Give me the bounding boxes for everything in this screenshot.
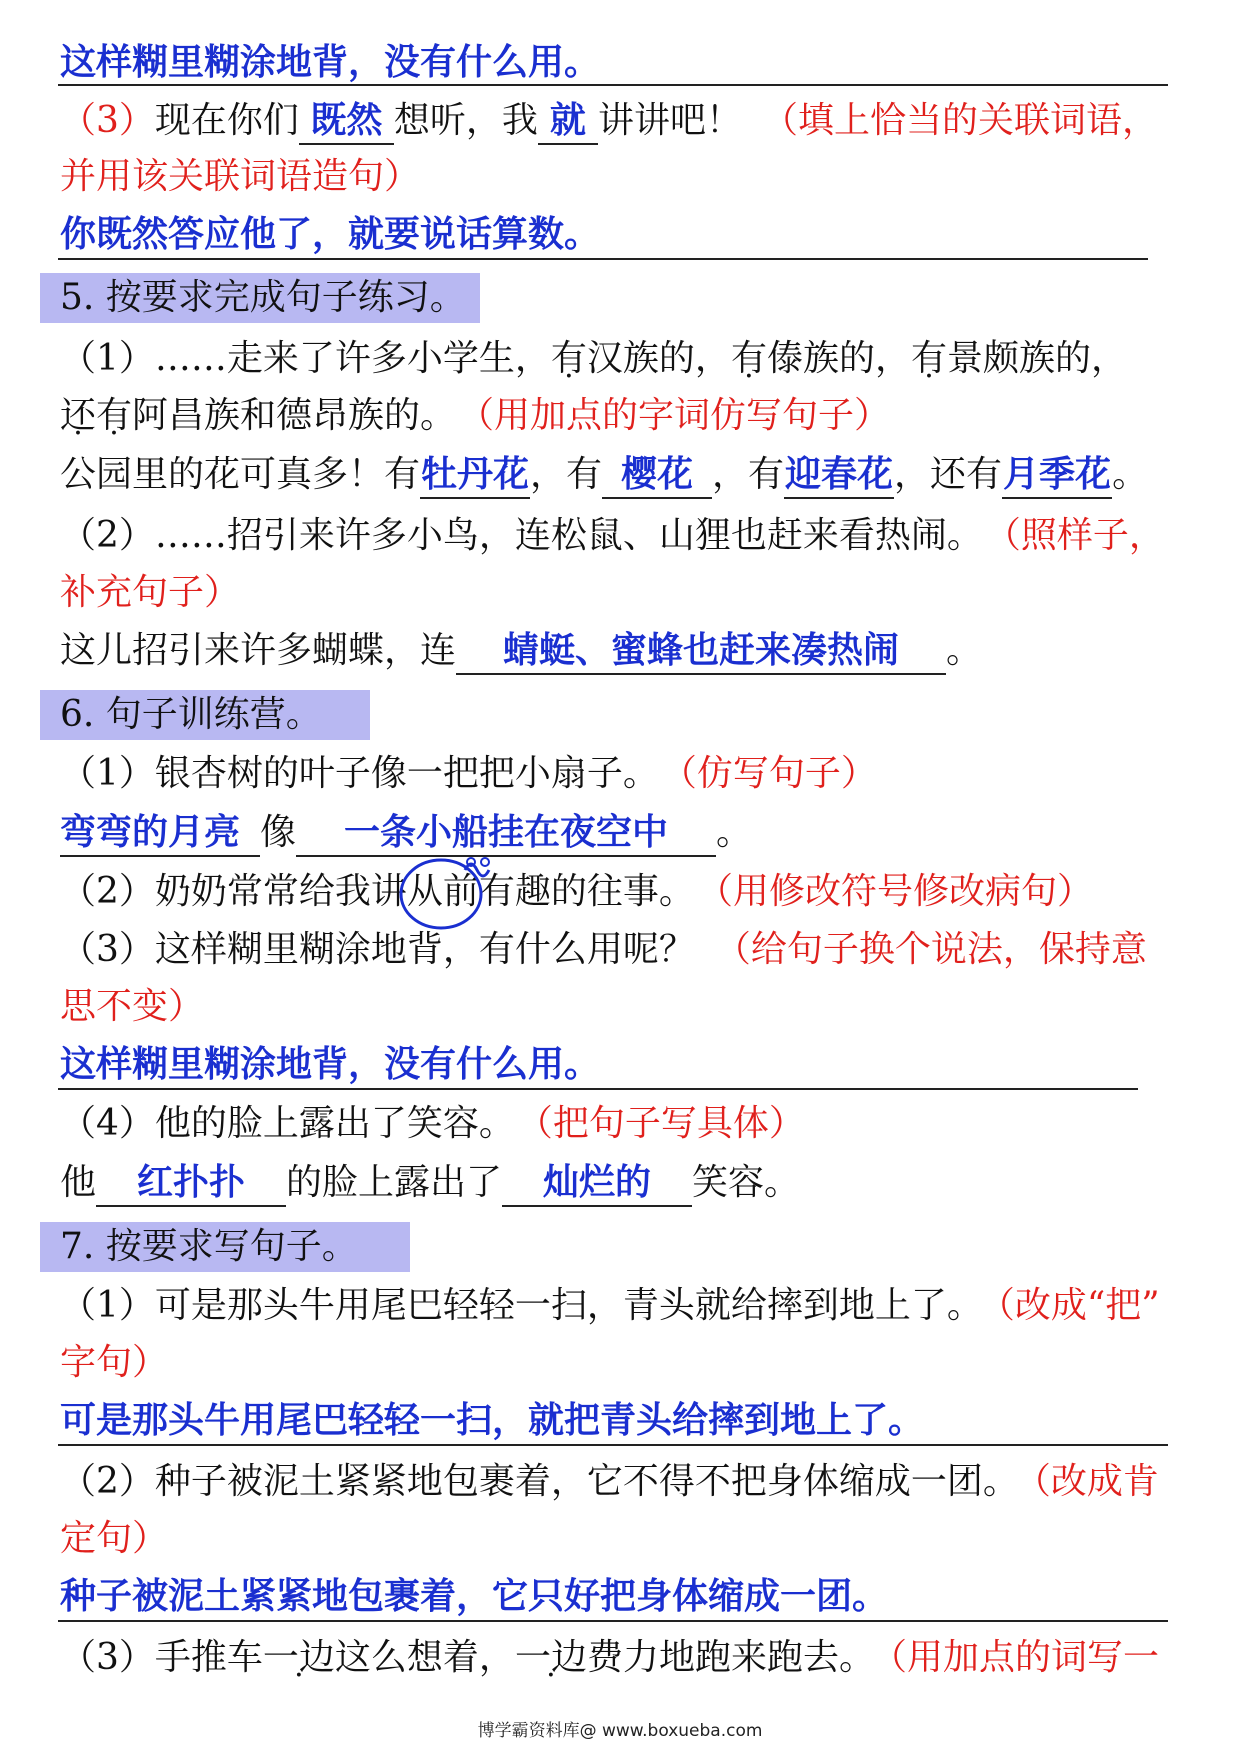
q3-requirement-cont: 并用该关联词语造句） xyxy=(60,156,421,197)
section-5-heading: 5. 按要求完成句子练习。 xyxy=(40,273,480,323)
sec7-q2-requirement-cont: 定句） xyxy=(60,1518,169,1559)
answer-line-1: 这样糊里糊涂地背，没有什么用。 xyxy=(60,41,601,83)
sec5-q2: （2）……招引来许多小鸟，连松鼠、山狸也赶来看热闹。 （照样子， xyxy=(60,515,1165,556)
answer-line-2: 你既然答应他了，就要说话算数。 xyxy=(60,213,601,255)
sec7-q1: （1）可是那头牛用尾巴轻轻一扫，青头就给摔到地上了。 （改成“把” xyxy=(60,1285,1160,1326)
sec5-q1-line2: 还有阿昌族和德昂族的。 （用加点的字词仿写句子） xyxy=(60,395,891,436)
fill-blank: 灿烂的 xyxy=(502,1160,692,1207)
sec6-q2: （2）奶奶常常给我讲从前 有趣的往事。 （用修改符号修改病句） xyxy=(60,870,1093,914)
sec5-a2: 这儿招引来许多蝴蝶，连 蜻蜓、蜜蜂也赶来凑热闹 。 xyxy=(60,628,982,675)
page-footer: 博学霸资料库@ www.boxueba.com xyxy=(477,1721,763,1741)
fill-blank: 蜻蜓、蜜蜂也赶来凑热闹 xyxy=(456,628,946,675)
sec6-q4: （4）他的脸上露出了笑容。 （把句子写具体） xyxy=(60,1103,805,1144)
fill-blank: 牡丹花 xyxy=(420,452,530,499)
answer-underline-1 xyxy=(58,84,1168,86)
answer-underline-4 xyxy=(58,1444,1168,1446)
fill-blank: 就 xyxy=(538,98,598,145)
sec7-q1-requirement-cont: 字句） xyxy=(60,1342,169,1383)
sec6-a1: 弯弯的月亮 像 一条小船挂在夜空中 。 xyxy=(60,810,752,857)
fill-blank: 樱花 xyxy=(602,452,712,499)
fill-blank: 迎春花 xyxy=(784,452,894,499)
answer-underline-3 xyxy=(58,1088,1138,1090)
answer-underline-2 xyxy=(58,258,1148,260)
sec6-q3: （3）这样糊里糊涂地背，有什么用呢？ （给句子换个说法，保持意 xyxy=(60,929,1147,970)
fill-blank: 既然 xyxy=(299,98,394,145)
section-6-heading: 6. 句子训练营。 xyxy=(40,690,370,740)
fill-blank: 红扑扑 xyxy=(96,1160,286,1207)
fill-blank: 弯弯的月亮 xyxy=(60,810,260,857)
fill-blank: 一条小船挂在夜空中 xyxy=(296,810,716,857)
sec5-a1: 公园里的花可真多！有牡丹花，有 樱花 ，有迎春花，还有月季花。 xyxy=(60,452,1148,499)
fill-blank: 月季花 xyxy=(1002,452,1112,499)
sec5-q1-line1: （1）……走来了许多小学生，有汉族的，有傣族的，有景颇族的， xyxy=(60,338,1127,379)
circled-words: 从前 xyxy=(407,870,479,914)
section-7-heading: 7. 按要求写句子。 xyxy=(40,1222,410,1272)
sec6-q3-requirement-cont: 思不变） xyxy=(60,986,205,1027)
sec7-q2: （2）种子被泥土紧紧地包裹着，它不得不把身体缩成一团。 （改成肯 xyxy=(60,1461,1159,1502)
sec7-q3: （3）手推车一边这么想着，一边费力地跑来跑去。 （用加点的词写一 xyxy=(60,1637,1159,1678)
sec7-a1: 可是那头牛用尾巴轻轻一扫，就把青头给摔到地上了。 xyxy=(60,1399,925,1441)
sec5-q2-requirement-cont: 补充句子） xyxy=(60,572,241,613)
deletion-circle-mark xyxy=(399,852,489,932)
q3-line: （3）现在你们 既然 想听，我 就 讲讲吧！ （填上恰当的关联词语， xyxy=(60,98,1158,145)
sec6-a4: 他 红扑扑 的脸上露出了 灿烂的 笑容。 xyxy=(60,1160,800,1207)
sec6-q1: （1）银杏树的叶子像一把把小扇子。 （仿写句子） xyxy=(60,753,877,794)
answer-underline-5 xyxy=(58,1620,1168,1622)
sec6-a3: 这样糊里糊涂地背，没有什么用。 xyxy=(60,1043,601,1085)
sec7-a2: 种子被泥土紧紧地包裹着，它只好把身体缩成一团。 xyxy=(60,1575,889,1617)
